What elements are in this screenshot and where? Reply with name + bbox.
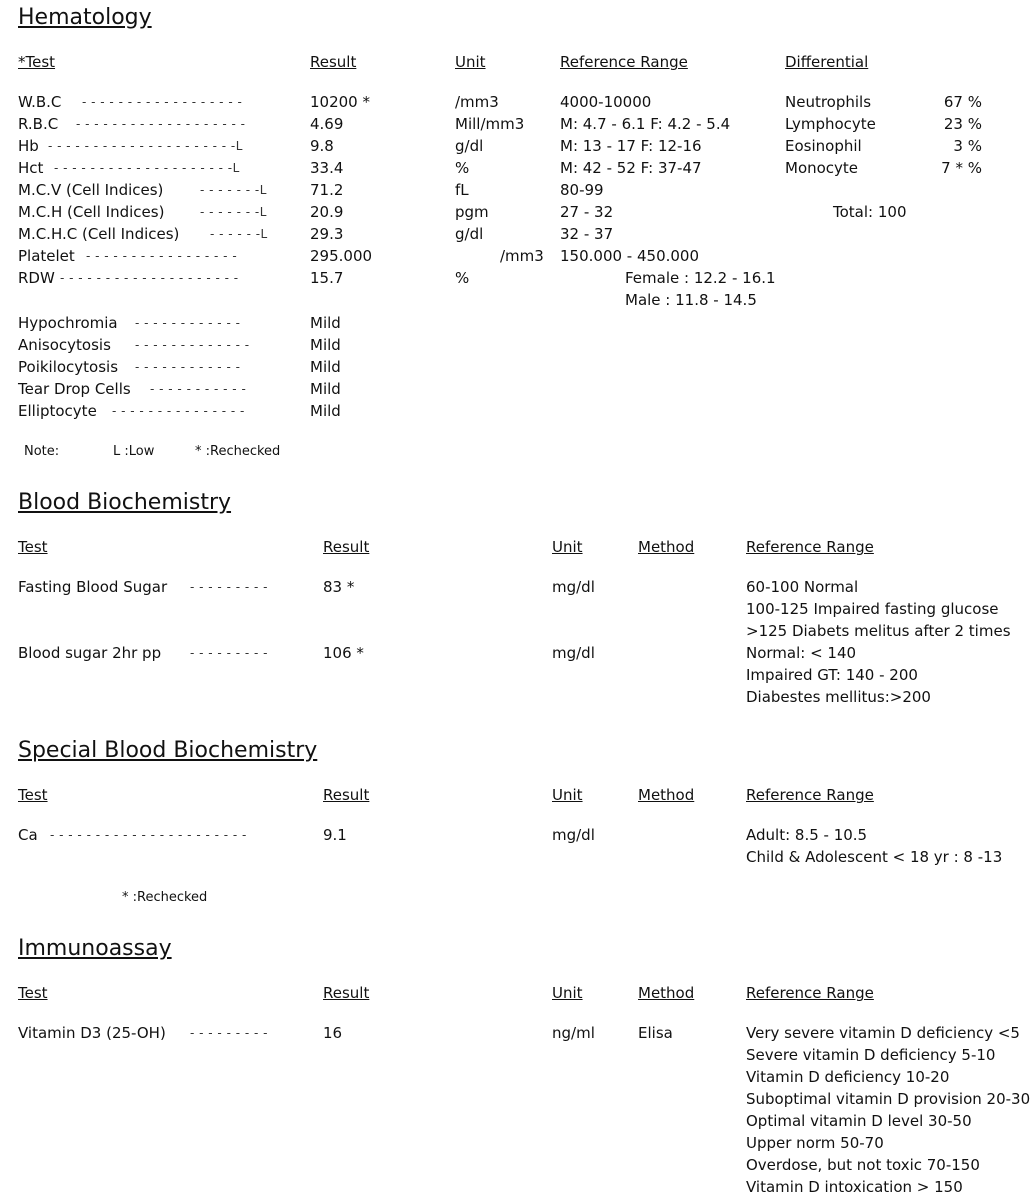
immuno-header-unit: Unit <box>552 984 583 1002</box>
biochem-header-result: Result <box>323 538 370 556</box>
test-name: Hb <box>18 137 39 155</box>
result-value: 9.1 <box>323 826 347 844</box>
result-value: 9.8 <box>310 137 334 155</box>
note-rechecked: * :Rechecked <box>195 444 281 459</box>
test-name: Poikilocytosis <box>18 358 119 376</box>
reference-range: M: 42 - 52 F: 37-47 <box>560 159 702 177</box>
dash-leader: - - - - - - - - - - - - - - - - - - - - <box>60 271 239 285</box>
immuno-header-range: Reference Range <box>746 984 874 1002</box>
dash-leader: - - - - - - - - - - - - - - - - - - <box>82 95 243 109</box>
reference-range: 32 - 37 <box>560 225 614 243</box>
diff-name: Lymphocyte <box>785 115 876 133</box>
dash-leader: - - - - - - - - - - - - - - - - - - - <box>76 117 246 131</box>
diff-total: Total: 100 <box>833 203 907 221</box>
test-name: M.C.V (Cell Indices) <box>18 181 164 199</box>
reference-range: Impaired GT: 140 - 200 <box>746 666 918 684</box>
result-value: Mild <box>310 358 341 376</box>
immuno-header-result: Result <box>323 984 370 1002</box>
unit: pgm <box>455 203 489 221</box>
test-name: Platelet <box>18 247 75 265</box>
test-name: Hypochromia <box>18 314 118 332</box>
result-value: 20.9 <box>310 203 344 221</box>
biochem-title: Blood Biochemistry <box>18 490 232 515</box>
dash-leader: - - - - - - - - - - - - - - - - - <box>86 249 238 263</box>
result-value: Mild <box>310 314 341 332</box>
reference-range: Severe vitamin D deficiency 5-10 <box>746 1046 996 1064</box>
special-header-range: Reference Range <box>746 786 874 804</box>
reference-range: 4000-10000 <box>560 93 652 111</box>
dash-leader: - - - - - - - - - <box>190 580 268 594</box>
reference-range: M: 13 - 17 F: 12-16 <box>560 137 702 155</box>
diff-name: Neutrophils <box>785 93 872 111</box>
dash-leader: - - - - - - -L <box>200 205 267 219</box>
note-low: L :Low <box>113 444 155 459</box>
dash-leader: - - - - - - - - - - - - <box>135 316 241 330</box>
reference-range: Adult: 8.5 - 10.5 <box>746 826 868 844</box>
dash-leader: - - - - - - - - - - - - - - - - - - - - -L <box>48 139 243 153</box>
reference-range: Normal: < 140 <box>746 644 857 662</box>
test-name: M.C.H.C (Cell Indices) <box>18 225 180 243</box>
result-value: 29.3 <box>310 225 344 243</box>
reference-range: Optimal vitamin D level 30-50 <box>746 1112 972 1130</box>
biochem-header-test: Test <box>18 538 48 556</box>
reference-range: 60-100 Normal <box>746 578 859 596</box>
result-value: Mild <box>310 402 341 420</box>
special-header-result: Result <box>323 786 370 804</box>
reference-range: Upper norm 50-70 <box>746 1134 884 1152</box>
reference-range: M: 4.7 - 6.1 F: 4.2 - 5.4 <box>560 115 731 133</box>
result-value: 16 <box>323 1024 343 1042</box>
immuno-header-method: Method <box>638 984 695 1002</box>
dash-leader: - - - - - - - - - - - - <box>135 360 241 374</box>
hematology-title: Hematology <box>18 5 152 30</box>
hema-header-differential: Differential <box>785 53 869 71</box>
hema-header-unit: Unit <box>455 53 486 71</box>
result-value: 15.7 <box>310 269 344 287</box>
dash-leader: - - - - - - - - - - - - - <box>135 338 250 352</box>
reference-range: Overdose, but not toxic 70-150 <box>746 1156 980 1174</box>
test-name: R.B.C <box>18 115 59 133</box>
biochem-header-method: Method <box>638 538 695 556</box>
unit: g/dl <box>455 225 484 243</box>
diff-value: 67 % <box>943 93 982 111</box>
reference-range: 80-99 <box>560 181 604 199</box>
test-name: Tear Drop Cells <box>18 380 131 398</box>
reference-range: Child & Adolescent < 18 yr : 8 -13 <box>746 848 1003 866</box>
reference-range: Vitamin D deficiency 10-20 <box>746 1068 950 1086</box>
unit: % <box>455 269 470 287</box>
result-value: 71.2 <box>310 181 344 199</box>
note-label: Note: <box>24 444 60 459</box>
unit: fL <box>455 181 469 199</box>
test-name: W.B.C <box>18 93 62 111</box>
reference-range-male: Male : 11.8 - 14.5 <box>625 291 757 309</box>
special-title: Special Blood Biochemistry <box>18 738 318 763</box>
dash-leader: - - - - - - - - - - - - - - - - - - - - - - <box>50 828 247 842</box>
reference-range: 100-125 Impaired fasting glucose <box>746 600 999 618</box>
diff-value: 7 * % <box>941 159 982 177</box>
test-name: Hct <box>18 159 44 177</box>
immuno-header-test: Test <box>18 984 48 1002</box>
result-value: 10200 * <box>310 93 370 111</box>
diff-value: 23 % <box>943 115 982 133</box>
result-value: 4.69 <box>310 115 344 133</box>
reference-range: Vitamin D intoxication > 150 <box>746 1178 963 1196</box>
reference-range: Suboptimal vitamin D provision 20-30 <box>746 1090 1031 1108</box>
result-value: 33.4 <box>310 159 344 177</box>
dash-leader: - - - - - - - - - <box>190 646 268 660</box>
unit: ng/ml <box>552 1024 595 1042</box>
unit: /mm3 <box>455 93 499 111</box>
special-header-unit: Unit <box>552 786 583 804</box>
immuno-title: Immunoassay <box>18 936 172 961</box>
dash-leader: - - - - - - - - - <box>190 1026 268 1040</box>
dash-leader: - - - - - - -L <box>200 183 267 197</box>
diff-value: 3 % <box>953 137 982 155</box>
dash-leader: - - - - - -L <box>210 227 268 241</box>
reference-range: Very severe vitamin D deficiency <5 <box>746 1024 1020 1042</box>
test-name: Ca <box>18 826 38 844</box>
dash-leader: - - - - - - - - - - - <box>150 382 247 396</box>
test-name: Elliptocyte <box>18 402 97 420</box>
reference-range: 27 - 32 <box>560 203 614 221</box>
reference-range-female: Female : 12.2 - 16.1 <box>625 269 776 287</box>
test-name: RDW <box>18 269 55 287</box>
special-note: * :Rechecked <box>122 890 208 905</box>
test-name: Anisocytosis <box>18 336 111 354</box>
hema-header-result: Result <box>310 53 357 71</box>
unit: mg/dl <box>552 644 595 662</box>
special-header-test: Test <box>18 786 48 804</box>
biochem-header-unit: Unit <box>552 538 583 556</box>
result-value: Mild <box>310 336 341 354</box>
unit: /mm3 <box>500 247 544 265</box>
unit: mg/dl <box>552 578 595 596</box>
result-value: 83 * <box>323 578 355 596</box>
diff-name: Eosinophil <box>785 137 862 155</box>
test-name: Blood sugar 2hr pp <box>18 644 162 662</box>
test-name: Vitamin D3 (25-OH) <box>18 1024 166 1042</box>
unit: g/dl <box>455 137 484 155</box>
method: Elisa <box>638 1024 673 1042</box>
hema-header-range: Reference Range <box>560 53 688 71</box>
result-value: Mild <box>310 380 341 398</box>
result-value: 106 * <box>323 644 364 662</box>
biochem-header-range: Reference Range <box>746 538 874 556</box>
dash-leader: - - - - - - - - - - - - - - - <box>112 404 245 418</box>
reference-range: Diabestes mellitus:>200 <box>746 688 931 706</box>
result-value: 295.000 <box>310 247 373 265</box>
special-header-method: Method <box>638 786 695 804</box>
dash-leader: - - - - - - - - - - - - - - - - - - - -L <box>54 161 240 175</box>
unit: mg/dl <box>552 826 595 844</box>
unit: % <box>455 159 470 177</box>
reference-range: 150.000 - 450.000 <box>560 247 700 265</box>
unit: Mill/mm3 <box>455 115 525 133</box>
test-name: Fasting Blood Sugar <box>18 578 168 596</box>
test-name: M.C.H (Cell Indices) <box>18 203 165 221</box>
reference-range: >125 Diabets melitus after 2 times <box>746 622 1011 640</box>
diff-name: Monocyte <box>785 159 859 177</box>
hema-header-test: *Test <box>18 53 56 71</box>
